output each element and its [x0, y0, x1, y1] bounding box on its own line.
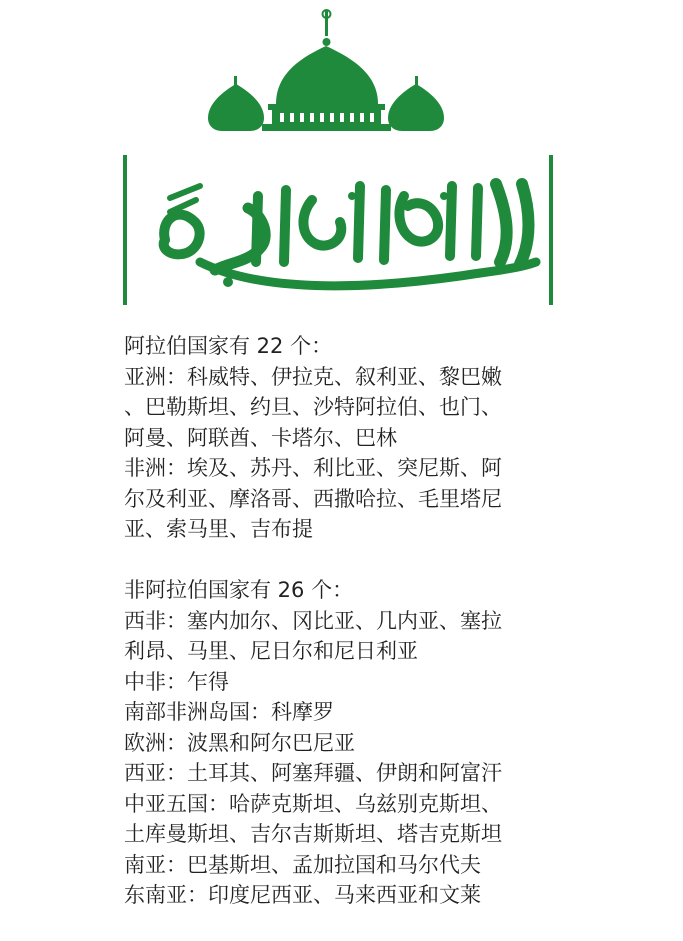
mosque-dome-icon [208, 10, 444, 131]
list-line: 亚洲：科威特、伊拉克、叙利亚、黎巴嫩 [124, 364, 502, 389]
list-line: 南亚：巴基斯坦、孟加拉国和马尔代夫 [124, 852, 481, 877]
list-line: 中亚五国：哈萨克斯坦、乌兹别克斯坦、 [124, 791, 502, 816]
list-line: 西非：塞内加尔、冈比亚、几内亚、塞拉 [124, 608, 502, 633]
country-list [124, 331, 674, 911]
list-line: 南部非洲岛国：科摩罗 [124, 700, 334, 724]
header-emblem [0, 0, 683, 320]
list-line: 尔及利亚、摩洛哥、西撒哈拉、毛里塔尼 [124, 486, 502, 511]
list-line: 亚、索马里、吉布提 [124, 517, 313, 541]
calligraphy-emblem [164, 184, 536, 287]
list-line: 西亚：土耳其、阿塞拜疆、伊朗和阿富汗 [124, 761, 502, 785]
list-line: 非洲：埃及、苏丹、利比亚、突尼斯、阿 [124, 456, 502, 480]
section-gap [124, 545, 674, 576]
list-line: 土库曼斯坦、吉尔吉斯斯坦、塔吉克斯坦 [124, 822, 502, 846]
list-line: 阿曼、阿联酋、卡塔尔、巴林 [124, 425, 397, 450]
non-arab-heading: 非阿拉伯国家有 26 个： [124, 578, 354, 602]
list-line: 利昂、马里、尼日尔和尼日利亚 [124, 639, 418, 663]
list-line: 欧洲：波黑和阿尔巴尼亚 [124, 730, 355, 755]
list-line: 、巴勒斯坦、约旦、沙特阿拉伯、也门、 [124, 395, 502, 419]
list-line: 中非：乍得 [124, 669, 229, 694]
list-line: 东南亚：印度尼西亚、马来西亚和文莱 [124, 883, 481, 907]
arab-heading: 阿拉伯国家有 22 个： [124, 334, 333, 358]
